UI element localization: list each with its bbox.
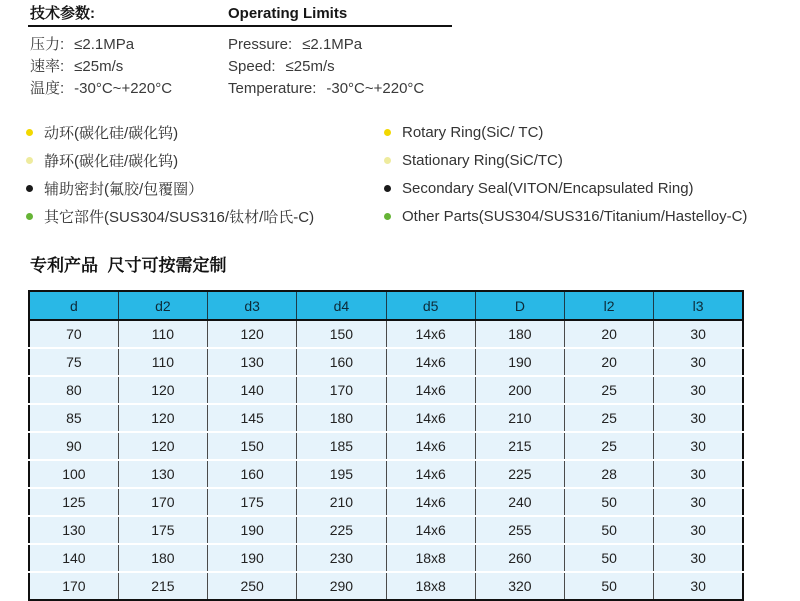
bullet-icon bbox=[384, 129, 391, 136]
list-item-label: 动环(碳化硅/碳化钨) bbox=[44, 124, 179, 142]
table-cell: 30 bbox=[654, 572, 743, 600]
table-cell: 320 bbox=[475, 572, 564, 600]
list-item bbox=[384, 174, 747, 202]
list-item-label: Rotary Ring(SiC/ TC) bbox=[402, 123, 544, 141]
list-item bbox=[26, 146, 314, 174]
spec-row-temperature-zh bbox=[30, 78, 172, 100]
materials-list-en bbox=[384, 118, 747, 230]
table-cell: 240 bbox=[475, 488, 564, 516]
list-item bbox=[384, 202, 747, 230]
spec-row-speed-zh bbox=[30, 56, 172, 78]
spec-row-speed-en bbox=[228, 56, 424, 78]
tech-params-title-zh: 技术参数: bbox=[30, 5, 95, 22]
table-cell: 30 bbox=[654, 404, 743, 432]
table-cell: 25 bbox=[565, 432, 654, 460]
table-cell: 190 bbox=[208, 516, 297, 544]
operating-limits-title: Operating Limits bbox=[228, 5, 348, 22]
table-cell: 130 bbox=[29, 516, 118, 544]
table-cell: 200 bbox=[475, 376, 564, 404]
table-cell: 85 bbox=[29, 404, 118, 432]
table-cell: 175 bbox=[118, 516, 207, 544]
bullet-icon bbox=[26, 213, 33, 220]
table-row bbox=[29, 572, 743, 600]
table-cell: 160 bbox=[297, 348, 386, 376]
table-cell: 30 bbox=[654, 432, 743, 460]
table-cell: 180 bbox=[475, 320, 564, 348]
table-cell: 70 bbox=[29, 320, 118, 348]
table-cell: 120 bbox=[208, 320, 297, 348]
table-cell: 120 bbox=[118, 376, 207, 404]
table-cell: 145 bbox=[208, 404, 297, 432]
table-cell: 50 bbox=[565, 572, 654, 600]
table-cell: 255 bbox=[475, 516, 564, 544]
table-cell: 30 bbox=[654, 376, 743, 404]
tech-params-rows-zh bbox=[30, 34, 172, 100]
list-item bbox=[26, 202, 314, 230]
bullet-icon bbox=[26, 157, 33, 164]
table-row bbox=[29, 488, 743, 516]
table-cell: 170 bbox=[29, 572, 118, 600]
table-cell: 14x6 bbox=[386, 320, 475, 348]
table-cell: 14x6 bbox=[386, 488, 475, 516]
column-header: d3 bbox=[208, 291, 297, 320]
table-cell: 260 bbox=[475, 544, 564, 572]
spec-label: 温度: bbox=[30, 80, 65, 97]
column-header: d5 bbox=[386, 291, 475, 320]
table-cell: 130 bbox=[208, 348, 297, 376]
bullet-icon bbox=[384, 157, 391, 164]
list-item-label: Stationary Ring(SiC/TC) bbox=[402, 151, 563, 169]
materials-list-zh bbox=[26, 118, 314, 230]
table-cell: 130 bbox=[118, 460, 207, 488]
table-cell: 110 bbox=[118, 320, 207, 348]
table-cell: 80 bbox=[29, 376, 118, 404]
table-cell: 225 bbox=[297, 516, 386, 544]
spec-label: Temperature: bbox=[228, 80, 317, 97]
table-cell: 140 bbox=[29, 544, 118, 572]
table-cell: 100 bbox=[29, 460, 118, 488]
list-item-label: Other Parts(SUS304/SUS316/Titanium/Hastelloy-C) bbox=[402, 207, 748, 225]
table-cell: 215 bbox=[475, 432, 564, 460]
table-cell: 225 bbox=[475, 460, 564, 488]
table-row bbox=[29, 320, 743, 348]
spec-value: -30°C~+220°C bbox=[326, 80, 425, 97]
table-cell: 14x6 bbox=[386, 376, 475, 404]
table-cell: 140 bbox=[208, 376, 297, 404]
table-cell: 215 bbox=[118, 572, 207, 600]
table-cell: 30 bbox=[654, 488, 743, 516]
table-cell: 14x6 bbox=[386, 404, 475, 432]
spec-label: Speed: bbox=[228, 58, 276, 75]
table-cell: 14x6 bbox=[386, 348, 475, 376]
spec-value: ≤25m/s bbox=[74, 58, 124, 75]
table-header-row bbox=[29, 291, 743, 320]
column-header: d2 bbox=[118, 291, 207, 320]
table-cell: 230 bbox=[297, 544, 386, 572]
table-row bbox=[29, 544, 743, 572]
table-cell: 75 bbox=[29, 348, 118, 376]
spec-row-pressure-en bbox=[228, 34, 424, 56]
table-cell: 150 bbox=[208, 432, 297, 460]
column-header: l2 bbox=[565, 291, 654, 320]
table-row bbox=[29, 460, 743, 488]
spec-value: ≤25m/s bbox=[285, 58, 335, 75]
table-row bbox=[29, 376, 743, 404]
list-item-label: 静环(碳化硅/碳化钨) bbox=[44, 152, 179, 170]
table-cell: 18x8 bbox=[386, 572, 475, 600]
dimensions-table bbox=[28, 290, 744, 601]
spec-value: -30°C~+220°C bbox=[74, 80, 173, 97]
list-item bbox=[384, 146, 747, 174]
table-cell: 180 bbox=[297, 404, 386, 432]
table-cell: 170 bbox=[297, 376, 386, 404]
bullet-icon bbox=[26, 185, 33, 192]
bullet-icon bbox=[26, 129, 33, 136]
spec-label: 压力: bbox=[30, 36, 65, 53]
spec-label: 速率: bbox=[30, 58, 65, 75]
bullet-icon bbox=[384, 185, 391, 192]
table-cell: 170 bbox=[118, 488, 207, 516]
table-cell: 20 bbox=[565, 348, 654, 376]
table-row bbox=[29, 348, 743, 376]
list-item bbox=[384, 118, 747, 146]
table-cell: 110 bbox=[118, 348, 207, 376]
table-row bbox=[29, 404, 743, 432]
table-cell: 14x6 bbox=[386, 432, 475, 460]
table-cell: 30 bbox=[654, 516, 743, 544]
table-cell: 30 bbox=[654, 348, 743, 376]
spec-row-temperature-en bbox=[228, 78, 424, 100]
spec-value: ≤2.1MPa bbox=[302, 36, 363, 53]
table-cell: 20 bbox=[565, 320, 654, 348]
table-cell: 160 bbox=[208, 460, 297, 488]
column-header: l3 bbox=[654, 291, 743, 320]
table-cell: 50 bbox=[565, 488, 654, 516]
tech-params-zh bbox=[30, 3, 172, 100]
table-cell: 125 bbox=[29, 488, 118, 516]
table-cell: 210 bbox=[475, 404, 564, 432]
table-cell: 28 bbox=[565, 460, 654, 488]
table-cell: 30 bbox=[654, 460, 743, 488]
dimensions-heading: 专利产品 尺寸可按需定制 bbox=[30, 256, 227, 275]
table-cell: 30 bbox=[654, 320, 743, 348]
spec-label: Pressure: bbox=[228, 36, 293, 53]
list-item-label: 其它部件(SUS304/SUS316/钛材/哈氏-C) bbox=[44, 208, 315, 226]
table-cell: 185 bbox=[297, 432, 386, 460]
column-header: d bbox=[29, 291, 118, 320]
list-item bbox=[26, 118, 314, 146]
list-item-label: Secondary Seal(VITON/Encapsulated Ring) bbox=[402, 179, 694, 197]
table-cell: 195 bbox=[297, 460, 386, 488]
table-cell: 90 bbox=[29, 432, 118, 460]
spec-row-pressure-zh bbox=[30, 34, 172, 56]
table-cell: 150 bbox=[297, 320, 386, 348]
table-cell: 120 bbox=[118, 432, 207, 460]
table-cell: 290 bbox=[297, 572, 386, 600]
spec-value: ≤2.1MPa bbox=[74, 36, 135, 53]
table-cell: 18x8 bbox=[386, 544, 475, 572]
bullet-icon bbox=[384, 213, 391, 220]
table-cell: 210 bbox=[297, 488, 386, 516]
table-cell: 30 bbox=[654, 544, 743, 572]
table-cell: 190 bbox=[475, 348, 564, 376]
table-cell: 175 bbox=[208, 488, 297, 516]
table-cell: 180 bbox=[118, 544, 207, 572]
table-cell: 50 bbox=[565, 544, 654, 572]
column-header: D bbox=[475, 291, 564, 320]
table-cell: 25 bbox=[565, 404, 654, 432]
header-divider bbox=[28, 25, 452, 27]
table-row bbox=[29, 516, 743, 544]
table-cell: 120 bbox=[118, 404, 207, 432]
table-cell: 14x6 bbox=[386, 516, 475, 544]
column-header: d4 bbox=[297, 291, 386, 320]
operating-limits-en bbox=[228, 3, 424, 100]
table-cell: 190 bbox=[208, 544, 297, 572]
list-item bbox=[26, 174, 314, 202]
table-row bbox=[29, 432, 743, 460]
table-cell: 25 bbox=[565, 376, 654, 404]
table-cell: 14x6 bbox=[386, 460, 475, 488]
operating-limits-rows bbox=[228, 34, 424, 100]
table-cell: 50 bbox=[565, 516, 654, 544]
table-cell: 250 bbox=[208, 572, 297, 600]
list-item-label: 辅助密封(氟胶/包覆圈） bbox=[44, 180, 204, 198]
